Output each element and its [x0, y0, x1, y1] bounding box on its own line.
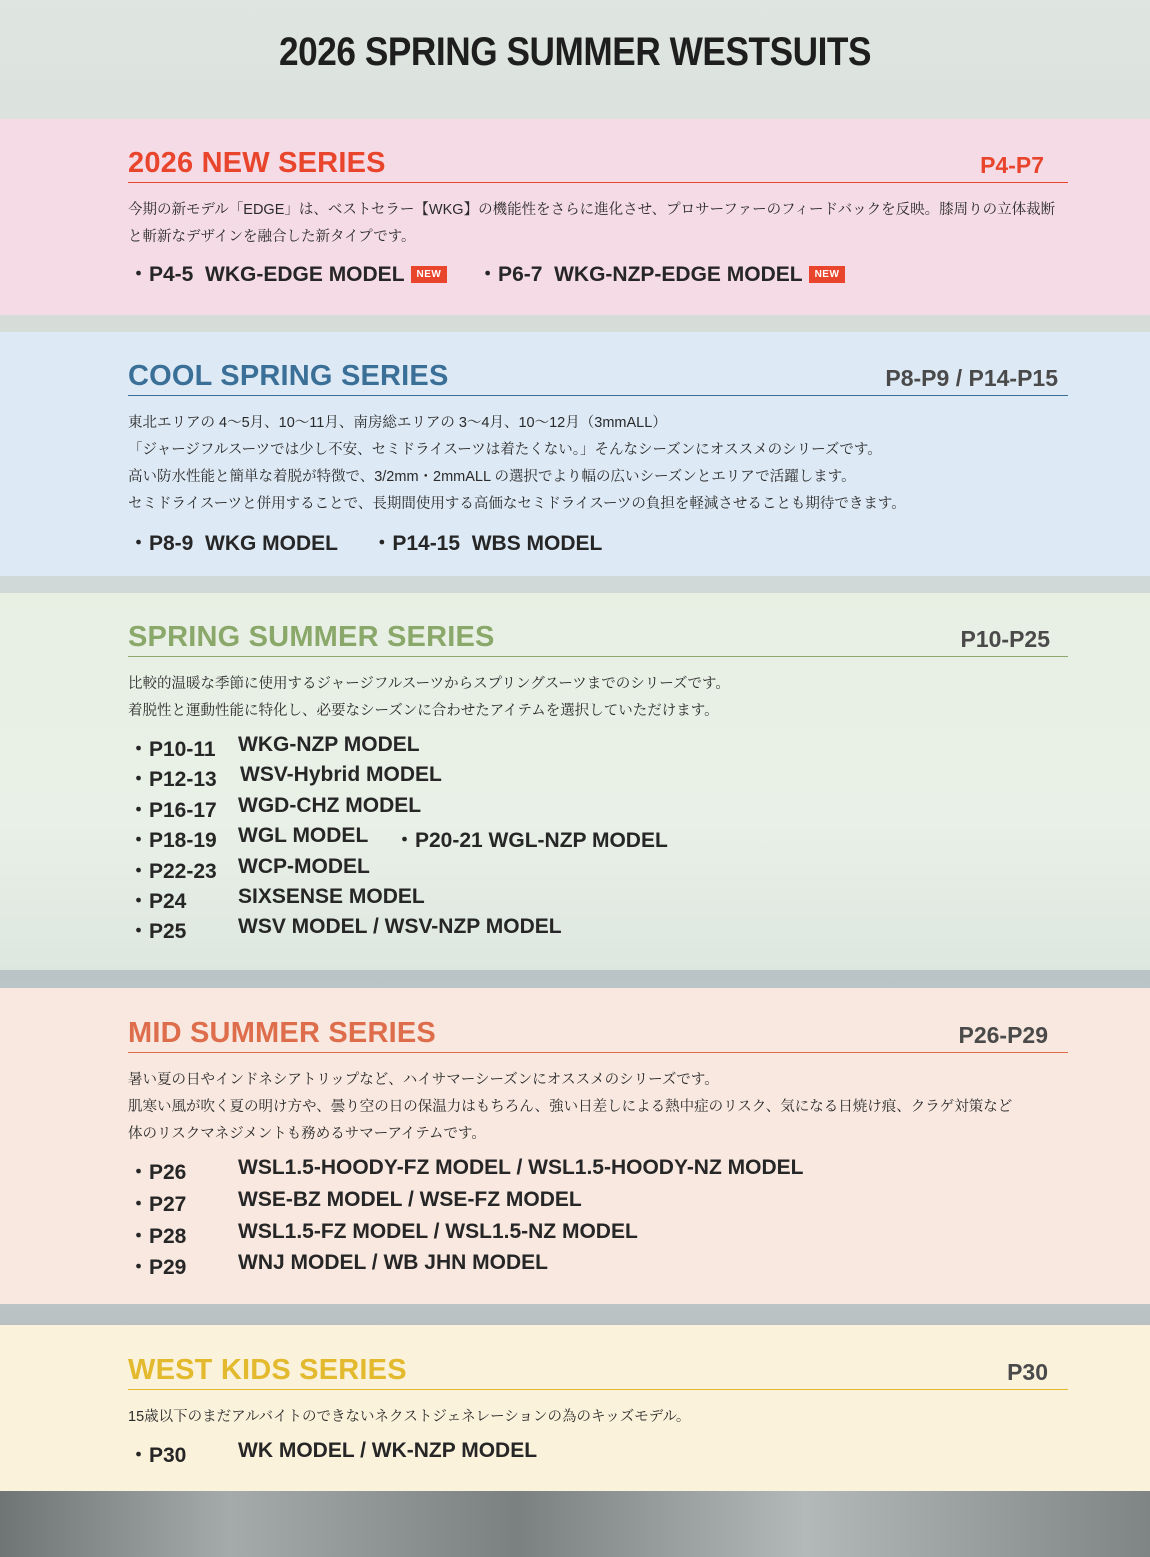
item-page: ・P6-7 — [477, 263, 543, 286]
item-page: ・P8-9 — [128, 532, 194, 555]
description-line: と斬新なデザインを融合した新タイプです。 — [128, 229, 416, 245]
item-model: WKG-NZP MODEL — [238, 733, 420, 756]
description-line: 15歳以下のまだアルバイトのできないネクストジェネレーションの為のキッズモデル。 — [128, 1409, 691, 1425]
item-page: ・P27 — [128, 1193, 187, 1216]
section-title: COOL SPRING SERIES — [128, 360, 449, 392]
description-line: 今期の新モデル「EDGE」は、ベストセラー【WKG】の機能性をさらに進化させ、プロサーファーのフィードバックを反映。膝周りの立体裁断 — [128, 202, 1056, 218]
section-pages: P10-P25 — [960, 626, 1050, 652]
item-model: WKG-NZP-EDGE MODEL — [554, 263, 803, 286]
description-line: 高い防水性能と簡単な着脱が特徴で、3/2mm・2mmALL の選択でより幅の広いシーズンとエリアで活躍します。 — [128, 469, 856, 485]
item-page: ・P4-5 — [128, 263, 194, 286]
section-pages: P4-P7 — [980, 152, 1044, 178]
description-line: 比較的温暖な季節に使用するジャージフルスーツからスプリングスーツまでのシリーズです。 — [128, 676, 730, 692]
kids-series-header — [128, 1353, 1068, 1390]
section-title: SPRING SUMMER SERIES — [128, 621, 495, 653]
new-badge: NEW — [411, 266, 448, 283]
item-model: WGD-CHZ MODEL — [238, 794, 422, 817]
item-page: ・P14-15 — [371, 532, 461, 555]
item-page: ・P12-13 — [128, 768, 217, 791]
item-model: WSV-Hybrid MODEL — [240, 763, 442, 786]
description-line: セミドライスーツと併用することで、長期間使用する高価なセミドライスーツの負担を軽減させることも期待できます。 — [128, 496, 906, 512]
section-pages: P30 — [1007, 1359, 1048, 1385]
item-page: ・P28 — [128, 1225, 187, 1248]
item-model: WNJ MODEL / WB JHN MODEL — [238, 1251, 548, 1274]
item-page: ・P22-23 — [128, 860, 217, 883]
list-item — [128, 1220, 638, 1250]
section-pages: P26-P29 — [958, 1022, 1048, 1048]
item-model: WSV MODEL / WSV-NZP MODEL — [238, 915, 562, 938]
section-title: MID SUMMER SERIES — [128, 1017, 436, 1049]
section-pages: P8-P9 / P14-P15 — [885, 365, 1058, 391]
cool-series-header — [128, 359, 1068, 396]
list-item — [128, 1251, 548, 1281]
item-model: WBS MODEL — [471, 532, 603, 555]
list-item — [128, 1156, 804, 1186]
new-series-header — [128, 146, 1068, 183]
bottom-photo-strip — [0, 1491, 1150, 1557]
item-model: WSE-BZ MODEL / WSE-FZ MODEL — [238, 1188, 582, 1211]
new-items — [128, 258, 845, 288]
item-model: SIXSENSE MODEL — [238, 885, 425, 908]
section-description — [128, 671, 1078, 725]
list-item — [128, 763, 442, 793]
item-model: WKG MODEL — [205, 532, 338, 555]
new-badge: NEW — [809, 266, 846, 283]
list-item — [128, 885, 425, 915]
description-line: 着脱性と運動性能に特化し、必要なシーズンに合わせたアイテムを選択していただけます。 — [128, 703, 719, 719]
list-item — [128, 733, 420, 763]
item-model: WSL1.5-HOODY-FZ MODEL / WSL1.5-HOODY-NZ MODEL — [238, 1156, 804, 1179]
item-page: ・P29 — [128, 1256, 187, 1279]
item-model: WK MODEL / WK-NZP MODEL — [238, 1439, 538, 1462]
description-line: 肌寒い風が吹く夏の明け方や、曇り空の日の保温力はもちろん、強い日差しによる熱中症のリスク、気になる日焼け痕、クラゲ対策など — [128, 1099, 1013, 1115]
item-page: ・P30 — [128, 1444, 187, 1467]
list-item — [128, 855, 370, 885]
list-item — [128, 1188, 582, 1218]
section-description — [128, 1067, 1078, 1148]
item-model: WKG-EDGE MODEL — [205, 263, 405, 286]
description-line: 「ジャージフルスーツでは少し不安、セミドライスーツは着たくない。」そんなシーズンにオススメのシリーズです。 — [128, 442, 882, 458]
page-title: 2026 SPRING SUMMER WESTSUITS — [278, 30, 872, 74]
item-model: WSL1.5-FZ MODEL / WSL1.5-NZ MODEL — [238, 1220, 638, 1243]
section-title: 2026 NEW SERIES — [128, 147, 386, 179]
item-page: ・P16-17 — [128, 799, 217, 822]
item-model: WGL MODEL — [238, 824, 369, 847]
cool-items — [128, 527, 602, 557]
item-extra: ・P20-21 WGL-NZP MODEL — [394, 829, 668, 852]
description-line: 暑い夏の日やインドネシアトリップなど、ハイサマーシーズンにオススメのシリーズです。 — [128, 1072, 719, 1088]
list-item — [128, 1439, 538, 1469]
item-model: WCP-MODEL — [238, 855, 370, 878]
list-item — [128, 915, 562, 945]
list-item — [128, 794, 422, 824]
mid-series-header — [128, 1016, 1068, 1053]
description-line: 体のリスクマネジメントも務めるサマーアイテムです。 — [128, 1126, 486, 1142]
item-page: ・P18-19 — [128, 829, 217, 852]
section-description — [128, 410, 1078, 518]
section-description — [128, 197, 1078, 251]
item-page: ・P25 — [128, 920, 187, 943]
ss-series-header — [128, 620, 1068, 657]
description-line: 東北エリアの 4～5月、10～11月、南房総エリアの 3～4月、10～12月（3mmALL） — [128, 415, 667, 431]
section-title: WEST KIDS SERIES — [128, 1354, 407, 1386]
list-item — [128, 824, 668, 854]
item-page: ・P24 — [128, 890, 187, 913]
section-description — [128, 1404, 1078, 1431]
item-page: ・P26 — [128, 1161, 187, 1184]
item-page: ・P10-11 — [128, 738, 216, 761]
